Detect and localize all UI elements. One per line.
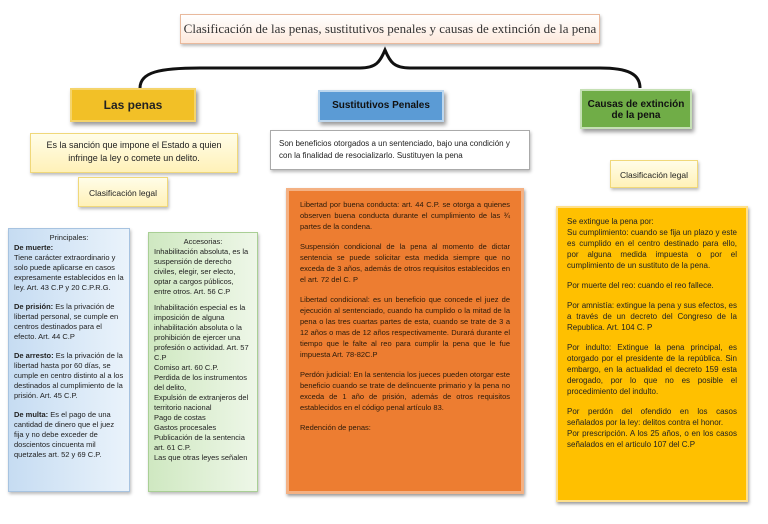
sustitutivo-item: Redención de penas: xyxy=(300,423,371,432)
clasificacion-legal-penas: Clasificación legal xyxy=(78,177,168,207)
sustitutivo-item: Libertad por buena conducta: art. 44 C.P. se otorga a quienes observen buena conducta durante el cumplimiento de las ¾ partes de la condena. xyxy=(300,200,510,231)
principal-label: De arresto: xyxy=(14,351,54,360)
causa-item: Por muerte del reo: cuando el reo fallece. xyxy=(567,281,714,290)
principal-label: De prisión: xyxy=(14,302,54,311)
sustitutivos-list xyxy=(286,188,524,494)
principales-heading: Principales: xyxy=(49,233,89,242)
accesoria-item: Expulsión de extranjeros del territorio nacional xyxy=(154,393,249,412)
clasificacion-legal-causas: Clasificación legal xyxy=(610,160,698,188)
causa-item: Se extingue la pena por: Su cumplimiento: cuando se fija un plazo y este es cumplido en el centro destinado para ello, por alguna medida impuesta o por el cumplimiento de un sustituto de la pena. xyxy=(567,217,737,270)
principal-text: Es la privación de la libertad hasta por 60 días, se cumple en centro distinto al a los destinados al cumplimiento de la prisión. Art. 45 C.P. xyxy=(14,351,124,400)
accesoria-item: Inhabilitación absoluta, es la suspensión de derecho civiles, elegir, ser electo, optar a cargos públicos, entre otros. Art. 56 C.P xyxy=(154,247,249,296)
sustitutivo-item: Libertad condicional: es un beneficio que concede el juez de ejecución al sentenciado, cuando ha cumplido o la mitad de la pena o las tres cuartas partes de esta, cuando se trate de 3 a 12 años o mas de 12 años respectivamente. Durará durante el tiempo que le falte al reo para cumplir la pena que le fue impuesta Art. 78-82C.P xyxy=(300,295,510,359)
principal-item xyxy=(14,243,124,293)
curly-brace xyxy=(140,50,640,88)
accesoria-item: Pago de costas xyxy=(154,413,206,422)
causa-item: Por perdón del ofendido en los casos señalados por la ley: delitos contra el honor. xyxy=(567,407,737,427)
accesorias-heading: Accesorias: xyxy=(183,237,223,246)
sustitutivos-definition: Son beneficios otorgados a un sentenciado, bajo una condición y con la finalidad de resocializarlo. Sustituyen la pena xyxy=(270,130,530,170)
sustitutivo-item: Perdón judicial: En la sentencia los jueces pueden otorgar este beneficio cuando se trate de delincuente primario y la pena no exceda de 1 año de prisión, además de otros requisitos establecidos en el código penal artículo 83. xyxy=(300,370,510,412)
penas-definition: Es la sanción que impone el Estado a quien infringe la ley o comete un delito. xyxy=(30,133,238,173)
sustitutivo-item: Suspensión condicional de la pena al momento de dictar sentencia se puede solicitar esta medida siempre que no exceda de 3 años, además de otros requisitos establecidos en el art. 72 del C. P xyxy=(300,242,510,284)
principal-label: De muerte: xyxy=(14,243,54,252)
page-title: Clasificación de las penas, sustitutivos penales y causas de extinción de la pena xyxy=(180,14,600,44)
principal-item xyxy=(14,410,124,460)
principal-label: De multa: xyxy=(14,410,49,419)
accesoria-item: Comiso art. 60 C.P. xyxy=(154,363,219,372)
causas-list xyxy=(556,206,748,502)
causa-item: Por prescripción. A los 25 años, o en los casos señalados en el articulo 107 del C.P xyxy=(567,429,737,449)
principal-text: Tiene carácter extraordinario y solo puede aplicarse en casos expresamente establecidos en la ley. Art. 43 C.P y 20 C.P.R.G. xyxy=(14,253,124,292)
accesorias-box xyxy=(148,232,258,492)
accesoria-item: Las que otras leyes señalen xyxy=(154,453,248,462)
principal-text: Es la privación de libertad personal, se cumple en centros destinados para el efecto. Art. 44 C.P xyxy=(14,302,119,341)
principales-box xyxy=(8,228,130,492)
heading-causas: Causas de extinción de la pena xyxy=(580,89,692,129)
causa-item: Por amnistía: extingue la pena y sus efectos, es a través de un decreto del Congreso de la Republica. Art. 104 C. P xyxy=(567,301,737,332)
causa-item: Por indulto: Extingue la pena principal, es otorgado por el presidente de la república. Sin embargo, en la actualidad el decreto 159 esta derogado, por lo que no es posible el procedimiento del indulto. xyxy=(567,343,737,396)
accesoria-item: Publicación de la sentencia art. 61 C.P. xyxy=(154,433,245,452)
principal-item xyxy=(14,302,124,342)
accesoria-item: Inhabilitación especial es la imposición de alguna inhabilitación absoluta o la prohibición de ejercer una profesión o actividad. Art. 57 C.P xyxy=(154,303,249,362)
heading-las-penas: Las penas xyxy=(70,88,196,122)
accesoria-item: Gastos procesales xyxy=(154,423,217,432)
heading-sustitutivos: Sustitutivos Penales xyxy=(318,90,444,122)
principal-text: Es el pago de una cantidad de dinero que el juez fija y no debe exceder de doscientos cincuenta mil quetzales art. 52 y 69 C.P. xyxy=(14,410,115,459)
accesoria-item: Perdida de los instrumentos del delito, xyxy=(154,373,247,392)
principal-item xyxy=(14,351,124,401)
